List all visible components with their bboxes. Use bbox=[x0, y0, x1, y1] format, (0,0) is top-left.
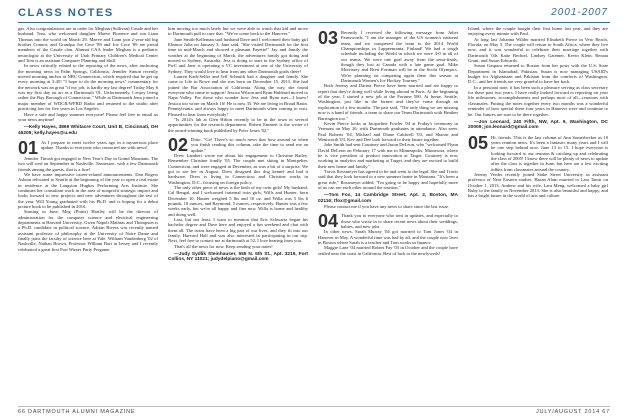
class-notes-columns bbox=[18, 26, 610, 404]
body-paragraph: In a personal note, it has been such a pleasure serving as class secretary for these past two years. I have really looked forward to reporting on your life milestones, accomplishments and perhaps most of all—reunions with classmates. Putting the notes together every two months was a wonderful reminder of how special these four years in Hanover were and continue to be. Our futures are sure to be there together. bbox=[468, 84, 608, 117]
footer-rule bbox=[18, 406, 610, 407]
body-paragraph: We have some impressive career-related announcements. Dan Rogers Ashton relocated to Seattle at the beginning of the year to open a real estate in residence at the Langston Hughes Performing Arts Institute. She continues her consultant work in the area of nonprofit strategic impact and looks forward to new projects and new adventures throughout the rest of the year. Will Young graduated with his Ph.D. and is hoping for a debut picture book to be published in 2016. bbox=[18, 171, 158, 209]
class-entry-03 bbox=[318, 30, 458, 83]
class-secretary-signature: —Judy Sydlik Steinhauser, 555 N. 5th St., Apt. 3219, Fort Collins, NY 11021; judydelpiano@gmail.com bbox=[168, 252, 308, 263]
column-2 bbox=[168, 26, 308, 404]
body-paragraph: gas. Also congratulations are in order for Meghan (Sullivan) Casale and her husband, Tom, who welcomed daughter Maeve Florence and son Liam Thomas into the world on March 29. Maeve and Liam join 2-year-old big brother Connor, and Grandpa Joe Cece '89 and Joe Cece '89 are proud members of the Casale clan. Alumni CAA leader Meghan is a pediatric neurologist at the University of Utah Primary Children's Medical Center and Tom is an assistant Computer Planning and Skill. bbox=[18, 26, 158, 64]
body-paragraph: Lauren Kath-Seller and Jeff Schmidt had a daughter and family. She came to Life in Rowe and she was born on December 15, 2013. She had joined the Bar Association of California. Along the way, she found everyone who came to support! Jessica Wilson and Ryan Hubbard moved to Napa Valley. For those who wonder how Jess and Ryan met—I know! Jessica too wrote on March 16! He is now 35. We are living in Broad Basin. Pennsylvania, and always happy to meet Dartmouth when coming to visit. Pleased to hear from everybody! bbox=[168, 74, 308, 117]
body-paragraph: The only other piece of news is the birth of my twin girls! My husband, Cal Bengal, and I welcomed fraternal twin girls, Wills and Hunter, born December 10. Hunter weighed 5 lbs and 10 oz. and Willa was 5 lbs 6 pounds, 10 ounces, and Raymond, 5 ounces, respectively. Hunter was a few weeks early, but we're all happy and fine now. Willa is home and healthy and doing well. bbox=[168, 184, 308, 217]
page-footer bbox=[18, 406, 610, 418]
column-1 bbox=[18, 26, 158, 404]
body-paragraph: Jennifer Thrush got engaged to New Year's Day in Grand Mountain. The two will wed on September in Nashville, Tennessee, with a few Dartmouth friends among the guests, that is a fine! bbox=[18, 155, 158, 172]
body-paragraph: Susan Gaspara returned to Boston from her posts with the U.S. State Department in Islamabad, Pakistan. Susan is now managing USAID's budget for Afghanistan and Pakistan from the comforts of Washington, D.C., and her friends are very grateful to have her back. bbox=[468, 63, 608, 85]
class-entry-04 bbox=[318, 211, 458, 232]
body-paragraph: Jeremy Verdes recently joined Stake Street University as assistant professor of Near Eastern studies. Hasan Alam married to Lara Tamir on October 1, 2013. Andrew and his wife, Lara Meng, welcomed a baby girl Ruby to the family in November 2013. She is also beautiful and happy, and has a bright future in the world of arts and culture. bbox=[468, 171, 608, 199]
body-paragraph: Please contact me if you have any news to share since the last issue. bbox=[324, 204, 450, 209]
folio-right: JULY/AUGUST 2014 67 bbox=[536, 409, 610, 415]
body-paragraph: At long last Johanna Wilder married Elisabeth Pierce in Vero Beach, Florida, on May 3. The couple will return to South Africa, where they live now, and it was wonderful to celebrate their marriage together with Dartmouth '04s Katie Bechtel, Lindsey Gatemer, Kevin Klein, Renata Grant, and Susan Edwards. bbox=[468, 36, 608, 64]
class-year-numeral: 04 bbox=[318, 211, 339, 232]
body-paragraph: Jane Smith-Kelleman said husband Dave and I welcomed their baby girl Eleanor Julia on January 3. Jane said, "She visited Dartmouth for the first time in mid-March and showed a pleasant Fayette!" Jay and family the weather at the beginning of March, the adventures family got doing and moved to Sydney, Australia. Jess is doing to start in the Sydney office of PwC and Jane is operating a VC investment at one of the University of Sydney. They would love to hear from any other Dartmouth grads there! bbox=[168, 36, 308, 74]
class-entry-05 bbox=[468, 132, 608, 172]
entry-lead-paragraph: Recently I received the following message from Juliet Farnsworth: "I am the manager of the US women's national team, and we conquered the team to the 2014 World Championships in Lappeenranta, Finland! We had a tough schedule including the World in which we were 4-0 in all of our teams. We were one goal away from the semi-finals, though they lost at Canada with a late game goal. Mike Morrissey and Brett Fortman will be in the Sochi Olympics. We're planning on competing again there this season at Dartmouth Women's Ice Hockey Tourney." bbox=[341, 30, 458, 84]
body-paragraph: Kevin Pierce looks at Jacqueline Fowler '04 at Friday's ceremony in Vermont on May 26, with Dartmouth graduates in attendance. Also seen: Paul Roberts '04, Michael and Diane Caldwell '03, and Sharon and Wentworth '03. Kev and Dee look forward to their future together. bbox=[318, 120, 458, 142]
page-header bbox=[0, 0, 628, 28]
body-paragraph: Last, but not least, I want to mention that Eric Schwartz began his bachelor degree and Dave here and enjoyed a fun weekend and chat with them all. The twins have been a big part of our lives, and they fit into our family. Harvard Hall and was also interested in participating in our trip. Next, feel free to contact me at dartmouth at 52, I love hearing from you. bbox=[168, 217, 308, 244]
body-paragraph: him moving too much lately but we were able to watch that kid and move to Dartmouth pull to cure that. "We've come back to the Hanover." bbox=[168, 26, 308, 37]
body-paragraph: Drew Lambert wrote me about his engagement to Christine Bailey. Remember Christine fondly '05. The couple met skiing in Montpelier, Connecticut, and were engaged in December, as was a bit of a surprise. We got to see her in August. Drew designed this dog kennel and had it hardware. Drew is living in Connecticut and Christine works in Washington, D.C., focusing on foreign policy. bbox=[168, 152, 308, 185]
class-entry-01 bbox=[18, 137, 158, 158]
entry-lead-paragraph: As I prepare to meet twelve years ago in a mysterious place update. Thanks to everyone who contacted me with news! bbox=[41, 139, 158, 151]
body-paragraph: Jake Smith had sent Courtney and Jason DeLeon, who "welcomed Flynn David DeLeon on February 17 with me in Minneapolis, Minnesota, where he is vice president of product innovation at Target. Courtney is now working in analytics and marketing at Target, and they are excited to build their new home and family." bbox=[318, 142, 458, 169]
entry-lead-paragraph: Hi, friends. This is the last column of Ann Somerbecker as 10 years reunion news. It's been a fantastic many years and I will be one step behind now. June 13 to 15. I hope everyone is looking forward to our reunion & catching up and celebrating the class of 2005! I know there will be plenty of news to update after the class is together in June, but here are a few exciting tidbits from classmates around the country. bbox=[491, 134, 608, 172]
body-paragraph: Travis Rossmeyer has agreed to be and went to the legal. She and Travis said that they look forward to a new summer home in Montana. "It's been a great ride," Rossmeyer added, "I'm going to be happy and hopefully more of us can see each other around the reunion." bbox=[318, 168, 458, 190]
column-4 bbox=[468, 26, 608, 404]
class-entry-02 bbox=[168, 134, 308, 155]
body-paragraph: Have a safe and happy summer everyone! Please feel free to email us your news anytime! bbox=[18, 111, 158, 122]
class-secretary-signature: —Tom Fox, 14 Cambridge Street, Apt. 2, Boston, MA 02116; tfox@gmail.com bbox=[318, 193, 458, 204]
section-title: CLASS NOTES bbox=[18, 7, 114, 19]
class-secretary-signature: —Kelly Hayes, 3869 Whitacre Court, Unit B, Cincinnati, OH 45208; kelly.hayes@u.edu bbox=[18, 125, 158, 136]
body-paragraph: In other news, Sarah Murray '04 got married to Tom Jones '04 in Hanover in May. A wonderful time was had by all, and the couple now lives in Boston where Sarah is a teacher and Tom works in finance. bbox=[318, 229, 458, 246]
header-rule bbox=[18, 22, 610, 23]
class-year-numeral: 01 bbox=[18, 137, 39, 158]
class-year-numeral: 02 bbox=[168, 134, 189, 155]
class-year-numeral: 05 bbox=[468, 132, 489, 153]
class-secretary-signature: —Jon Leonard, 240 Fifth, NW, Apt. 9, Washington, DC 20009; jon.leonard@gmail.com bbox=[468, 119, 608, 131]
body-paragraph: That's all the news for now. Keep sending your notes! bbox=[174, 243, 273, 249]
body-paragraph: Island, where the couple bought their first home last year, and they are enjoying every minute with Paul. bbox=[468, 26, 608, 37]
section-date-range: 2001-2007 bbox=[551, 7, 608, 18]
body-paragraph: In news critically related to the reporting of the news, after anchoring the morning news in Palm Springs, California, Jennifer Simon recently moved morning anchor at NBC Connecticut, which required that he get up every morning at 3:45! "I hope to do the morning news" commentary for the network was an great "if my job, is hardly my last degree! Today May 6 was my first day on air as a Dartmouth '01. Unfortunately, I enjoy living rather the Bay Borough of Connecticut." While at Dartmouth Jenn joined a major member of WDCR/WFRD Radio and returned to the studio after practicing law for five years in Los Angeles. bbox=[18, 63, 158, 112]
body-paragraph: Both Jeremy and Darina Pierce have been married and are happy to report that they're doing well while living abroad in Paris. At the beginning of the year, I started a new job at the Fortune 500. At home, Seattle, Washington, just like in the former and they've come through an exploration of a few months. The pair said, "The only thing we are missing now is a band of friends, a team to share our Team Dartmouth with Heather Barrington too." bbox=[318, 83, 458, 121]
entry-lead-paragraph: Ditto, "Go! There's so much news that how around so when you finish reading this column, take the time to send me an update." bbox=[191, 136, 308, 153]
body-paragraph: Maggie Lane '04 married Robert Fay '03 in October and the couple have settled near the coast in California. Best of luck to the newlyweds! bbox=[318, 245, 458, 256]
folio-left: 66 DARTMOUTH ALUMNI MAGAZINE bbox=[18, 409, 136, 415]
body-paragraph: Starting in June, Meg (Pratts) Hartley will be the director of administration for the computer science and electrical engineering departments at Harvard University. Gwen Napoli Mathias and Thompson is a Ph.D. candidate in political science. Adrian Rivera was recently named assistant professor of philosophy at the University of Notre Dame and finally joins the faculty of science here at Yale. William Vandenberg '02 of Nashville, Nathan Brown, Professor William Bari in Jersey and I recently celebrated a great first Fort Winter Party Pregame. bbox=[18, 209, 158, 252]
entry-lead-paragraph: Thank you to everyone who sent in updates, and especially to those who wrote in to share recent news about their weddings, babies, and new jobs. bbox=[341, 213, 458, 230]
body-paragraph: "Is 2014's lab at Glen Hilton recently to be in the town in several opportunities for the research department. Robert Emmett is the writer of the award-winning book published by Peter Jones '02." bbox=[168, 116, 308, 133]
class-year-numeral: 03 bbox=[318, 28, 339, 48]
column-3 bbox=[318, 26, 458, 404]
